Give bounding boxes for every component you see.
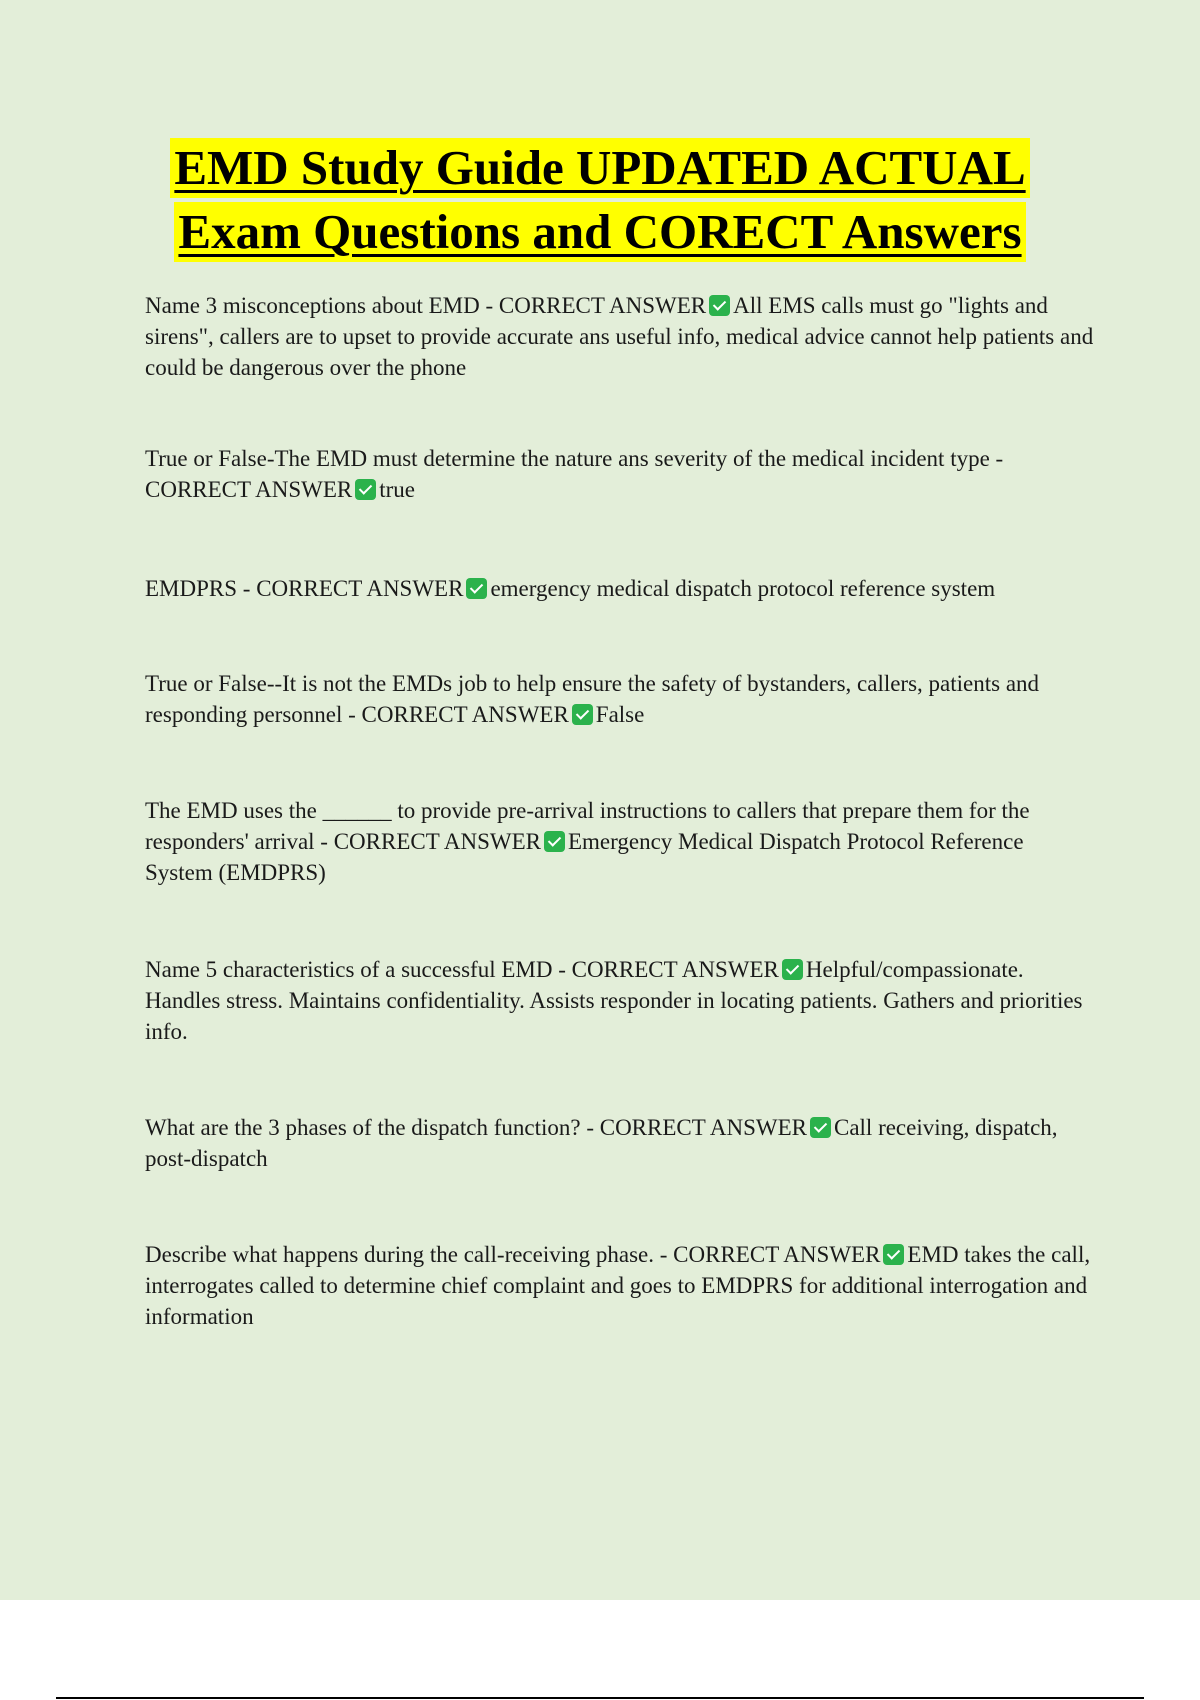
qa-item-2 — [145, 443, 1095, 505]
question-text: Name 5 characteristics of a successful EMD - — [145, 957, 572, 982]
qa-item-3 — [145, 573, 1095, 604]
question-text: Describe what happens during the call-receiving phase. - — [145, 1242, 674, 1267]
answer-label: CORRECT ANSWER — [256, 576, 464, 601]
answer-label: CORRECT ANSWER — [599, 1115, 807, 1140]
question-text: True or False--It is not the EMDs job to help ensure the safety of bystanders, callers, patients and responding personnel - — [145, 671, 1040, 727]
answer-label: CORRECT ANSWER — [571, 957, 779, 982]
qa-item-8 — [145, 1239, 1095, 1332]
answer-label: CORRECT ANSWER — [145, 477, 353, 502]
question-text: The EMD uses the ______ to provide pre-arrival instructions to callers that prepare them for the responders' arrival - — [145, 798, 1030, 854]
answer-text: EMD takes the call, interrogates called to determine chief complaint and goes to EMDPRS for additional interrogation and information — [145, 1242, 1091, 1329]
answer-label: CORRECT ANSWER — [333, 829, 541, 854]
qa-item-4 — [145, 668, 1095, 730]
checkmark-icon — [572, 704, 593, 725]
qa-item-5 — [145, 795, 1095, 888]
qa-item-6 — [145, 954, 1095, 1047]
qa-item-1 — [145, 290, 1095, 383]
answer-text: Call receiving, dispatch, post-dispatch — [145, 1115, 1058, 1171]
answer-text: All EMS calls must go "lights and sirens", callers are to upset to provide accurate ans useful info, medical advice cannot help patients and could be dangerous over the phone — [145, 293, 1094, 380]
document-title — [0, 138, 1200, 262]
question-text: True or False-The EMD must determine the nature ans severity of the medical incident type - — [145, 446, 1004, 471]
checkmark-icon — [810, 1117, 831, 1138]
checkmark-icon — [709, 295, 730, 316]
answer-label: CORRECT ANSWER — [673, 1242, 881, 1267]
checkmark-icon — [355, 479, 376, 500]
answer-text: Helpful/compassionate. Handles stress. Maintains confidentiality. Assists responder in locating patients. Gathers and priorities info. — [145, 957, 1083, 1044]
answer-label: CORRECT ANSWER — [498, 293, 707, 318]
question-text: What are the 3 phases of the dispatch function? - — [145, 1115, 600, 1140]
title-line-2: Exam Questions and CORECT Answers — [174, 202, 1025, 262]
checkmark-icon — [466, 578, 487, 599]
checkmark-icon — [883, 1244, 904, 1265]
answer-text: emergency medical dispatch protocol reference system — [490, 576, 996, 601]
answer-text: Emergency Medical Dispatch Protocol Reference System (EMDPRS) — [145, 829, 1024, 885]
checkmark-icon — [782, 959, 803, 980]
title-line-1: EMD Study Guide UPDATED ACTUAL — [170, 138, 1029, 198]
checkmark-icon — [544, 831, 565, 852]
question-text: EMDPRS - — [145, 576, 257, 601]
answer-label: CORRECT ANSWER — [361, 702, 569, 727]
question-text: Name 3 misconceptions about EMD - — [145, 293, 499, 318]
answer-text: true — [379, 477, 416, 502]
footer-rule — [56, 1697, 1144, 1699]
answer-text: False — [595, 702, 645, 727]
qa-item-7 — [145, 1112, 1095, 1174]
